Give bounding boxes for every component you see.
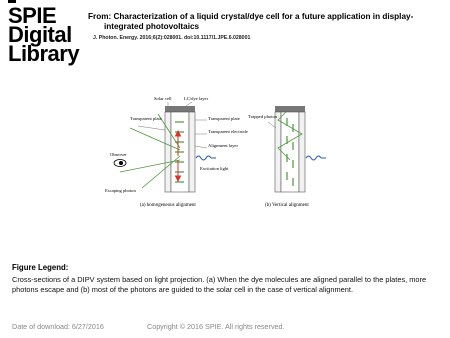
label-excitation-light: Excitation light [200, 166, 229, 171]
observer-eye-icon [114, 160, 126, 167]
label-observer: Observer [110, 152, 127, 157]
article-title-line-1: From: Characterization of a liquid crystal/dye cell for a future application in display- [88, 12, 414, 21]
label-trapped-photon: Trapped photon [248, 114, 278, 119]
panel-b-vertical [248, 106, 326, 208]
excitation-light-wave-b [306, 156, 321, 160]
figure-legend-title: Figure Legend: [12, 263, 69, 272]
figure-legend-text: Cross-sections of a DIPV system based on light projection. (a) When the dye molecules are aligned parallel to the plates, more photons escape and (b) most of the photons are guided to the solar cell in the case of vertical alignment. [12, 275, 427, 294]
article-title-line-2: integrated photovoltaics [104, 22, 200, 31]
solar-cell-a [165, 106, 195, 112]
label-transparent-plate-left: Transparent plate [130, 116, 162, 121]
transparent-plate-right-a [189, 112, 195, 192]
logo-line-3: Library [8, 41, 80, 66]
article-title [88, 12, 438, 32]
copyright-notice: Copyright © 2016 SPIE. All rights reserved. [147, 322, 285, 331]
lc-dye-layer-b [281, 112, 299, 192]
logo-line-1: SPIE [8, 3, 57, 28]
transparent-plate-right-b [299, 112, 305, 192]
label-solar-cell: Solar cell [154, 96, 172, 101]
solar-cell-b [275, 106, 305, 112]
excitation-light-wave-a [196, 156, 211, 160]
label-alignment-layer: Alignment layer [208, 143, 238, 148]
transparent-plate-left-b [275, 112, 281, 192]
dipv-cross-section-figure [100, 90, 350, 250]
logo-line-2: Digital [8, 22, 72, 47]
label-lc-dye-layer: LC/dye layer [184, 96, 209, 101]
panel-a-homogeneous [105, 96, 248, 208]
label-escaping-photon: Escaping photon [105, 188, 136, 193]
transparent-plate-left-a [165, 112, 171, 192]
journal-citation: J. Photon. Energy. 2016;6(2):028001. doi:10.1117/1.JPE.6.028001 [93, 35, 251, 41]
label-transparent-plate-right: Transparent plate [208, 116, 240, 121]
label-transparent-electrode: Transparent electrode [208, 129, 248, 134]
spie-digital-library-logo[interactable] [8, 3, 80, 66]
caption-panel-b: (b) Vertical alignment [265, 203, 309, 208]
caption-panel-a: (a) homogeneous alignment [140, 203, 196, 208]
download-date: Date of download: 6/27/2016 [12, 322, 104, 331]
